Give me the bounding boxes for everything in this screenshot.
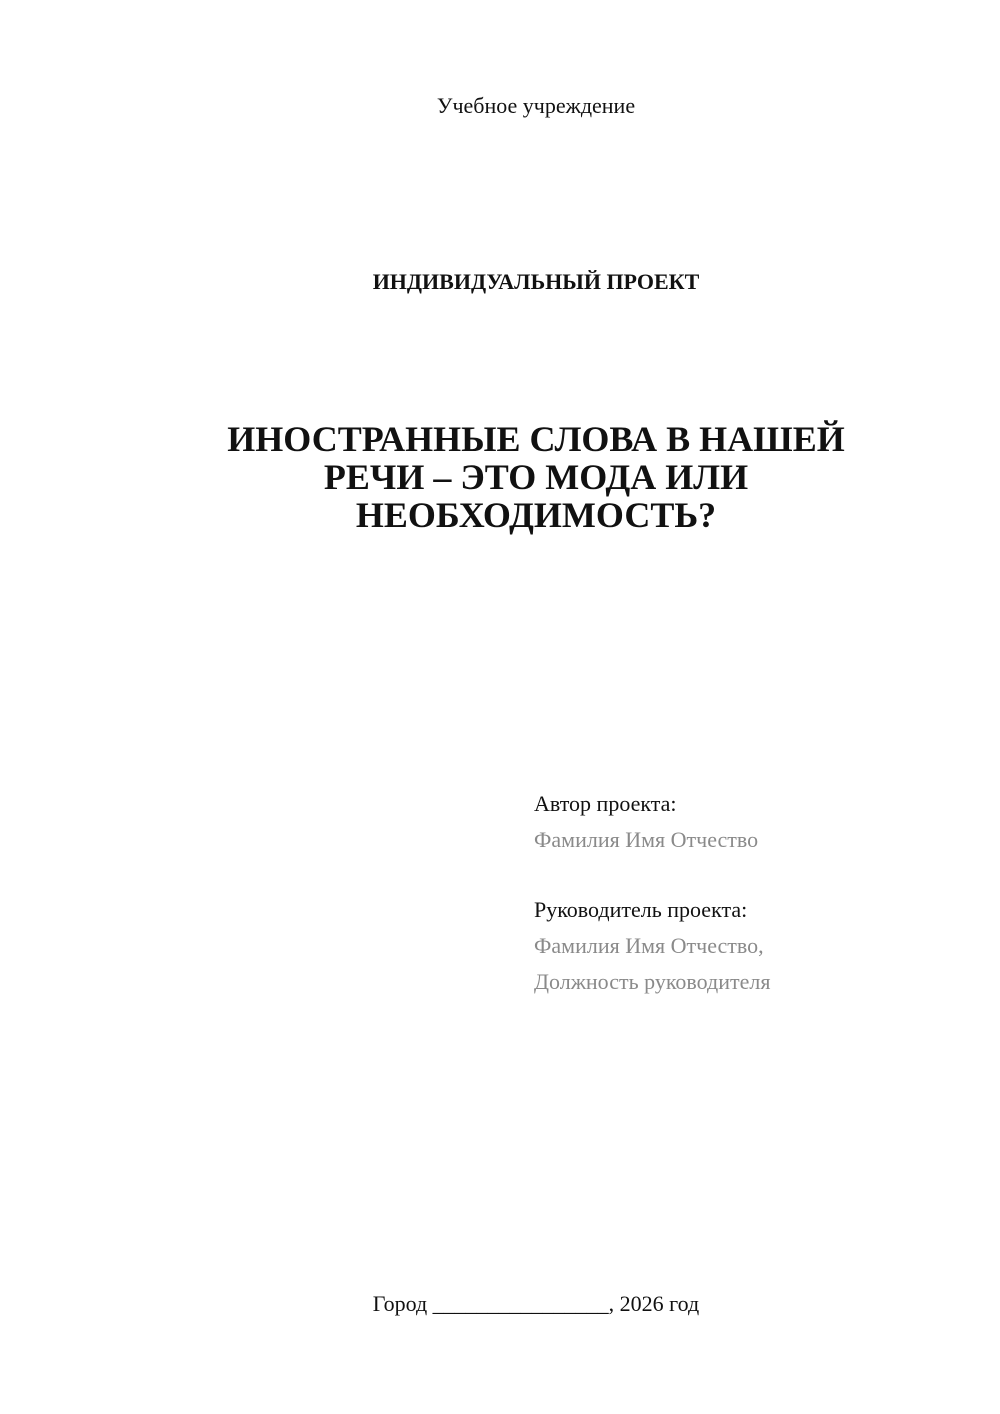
supervisor-label: Руководитель проекта:	[534, 897, 748, 922]
institution-name: Учебное учреждение	[436, 93, 636, 118]
project-title-line: НЕОБХОДИМОСТЬ?	[355, 495, 717, 535]
project-title	[180, 420, 892, 534]
author-name: Фамилия Имя Отчество	[534, 827, 759, 852]
author-label: Автор проекта:	[534, 791, 677, 816]
supervisor-block	[534, 892, 974, 1000]
author-block	[534, 786, 974, 858]
project-title-line: РЕЧИ – ЭТО МОДА ИЛИ	[323, 457, 749, 497]
supervisor-name: Фамилия Имя Отчество,	[534, 933, 764, 958]
project-type-heading: ИНДИВИДУАЛЬНЫЙ ПРОЕКТ	[372, 269, 700, 294]
city-year-line: Город ________________, 2026 год	[372, 1291, 700, 1316]
project-title-line: ИНОСТРАННЫЕ СЛОВА В НАШЕЙ	[227, 419, 845, 459]
supervisor-position: Должность руководителя	[534, 969, 771, 994]
